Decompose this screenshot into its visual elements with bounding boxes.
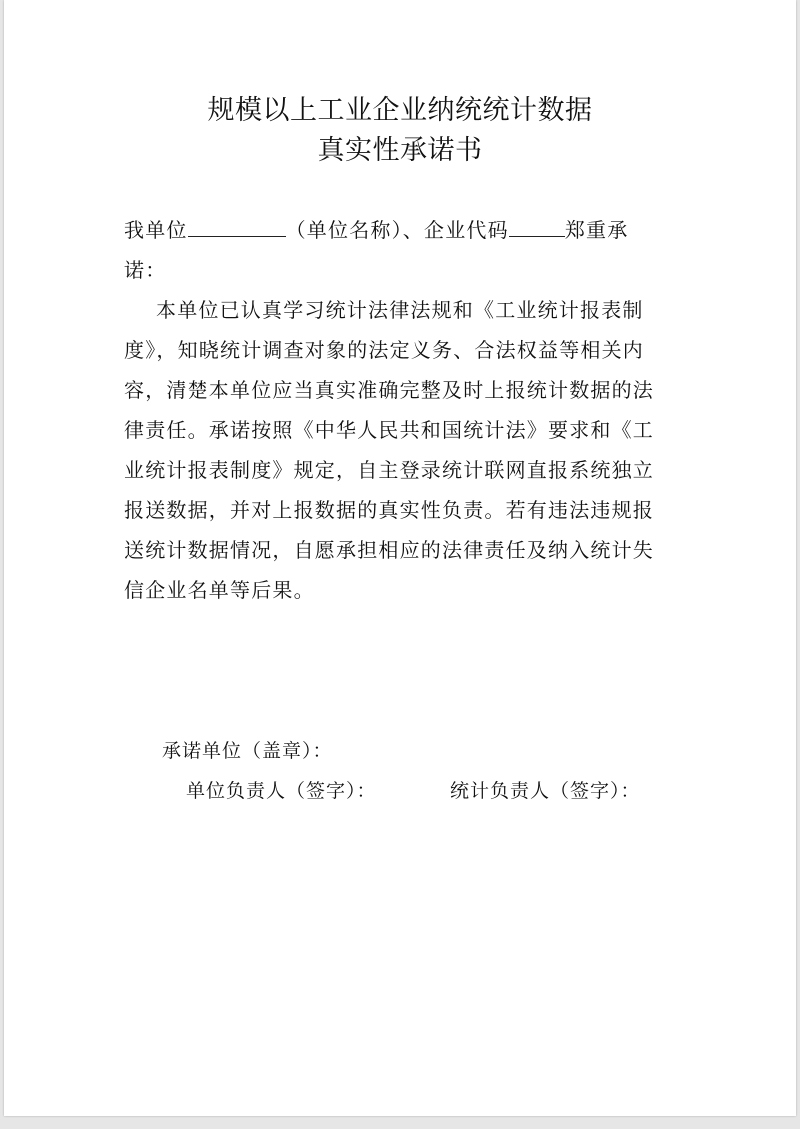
enterprise-code-blank bbox=[509, 218, 565, 237]
signature-statistics-head: 统计负责人（签字）： bbox=[450, 780, 641, 802]
paragraph-line: 本单位已认真学习统计法律法规和《工业统计报表制 bbox=[156, 298, 644, 322]
intro-line-1 bbox=[124, 215, 628, 245]
intro-text-unit-name-code: （单位名称）、企业代码 bbox=[285, 218, 509, 242]
paragraph-line: 容，清楚本单位应当真实准确完整及时上报统计数据的法 bbox=[124, 378, 654, 402]
paragraph-line: 度》，知晓统计调查对象的法定义务、合法权益等相关内 bbox=[124, 338, 644, 362]
intro-text-unit: 我单位 bbox=[124, 218, 188, 242]
document-title-line-2: 真实性承诺书 bbox=[317, 135, 483, 166]
paragraph-line: 业统计报表制度》规定，自主登录统计联网直报系统独立 bbox=[124, 458, 654, 482]
paragraph-line: 信企业名单等后果。 bbox=[124, 578, 315, 602]
unit-name-blank bbox=[188, 218, 286, 237]
signature-unit-seal: 承诺单位（盖章）： bbox=[162, 740, 333, 762]
paragraph-line: 报送数据，并对上报数据的真实性负责。若有违法违规报 bbox=[124, 498, 654, 522]
intro-text-pledge: 郑重承 bbox=[564, 218, 629, 242]
paragraph-line: 送统计数据情况，自愿承担相应的法律责任及纳入统计失 bbox=[124, 538, 654, 562]
intro-line-2: 诺： bbox=[124, 258, 167, 282]
document-title-line-1: 规模以上工业企业纳统统计数据 bbox=[207, 95, 593, 126]
document-page bbox=[4, 0, 796, 1116]
signature-unit-head: 单位负责人（签字）： bbox=[186, 780, 377, 802]
paragraph-line: 律责任。承诺按照《中华人民共和国统计法》要求和《工 bbox=[124, 418, 654, 442]
